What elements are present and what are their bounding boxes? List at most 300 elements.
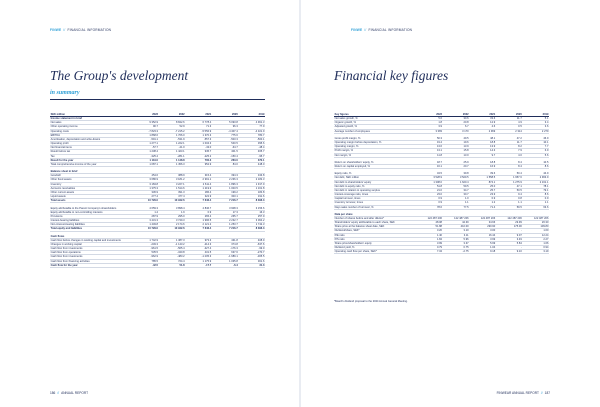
row-value: 874.1 — [469, 180, 496, 184]
row-value: -565.4 — [159, 247, 186, 251]
row-label: Cash flow from investments — [50, 247, 132, 251]
row-value: 724.4 — [159, 259, 186, 263]
row-label: P/S ratio — [334, 237, 416, 241]
row-value: 13.9 — [443, 145, 470, 149]
row-label: Shareholders' equity attributable to each share, SEK — [334, 221, 416, 225]
row-value: -961.5 — [132, 247, 159, 251]
row-value: 2 182.3 — [238, 178, 265, 182]
footer-report-name: FINWEAR ANNUAL REPORT — [496, 391, 539, 395]
row-label: Accounts receivables — [50, 186, 132, 190]
row-value: 431.8 — [212, 238, 239, 242]
page-footer — [497, 391, 550, 395]
row-value: 71.4 — [469, 205, 496, 209]
row-value: 2 174.6 — [159, 223, 186, 227]
page-footer — [50, 391, 88, 395]
row-value: 1 514.6 — [159, 186, 186, 190]
row-value: 3.49 — [496, 237, 523, 241]
row-value: 2 991.1 — [185, 178, 212, 182]
row-value: 1 375.3 — [132, 186, 159, 190]
row-label: Equity attributable to the Parent Company's shareholders — [50, 207, 132, 211]
row-label: Interest-bearing liabilities — [50, 219, 132, 223]
row-value: -557.3 — [185, 137, 212, 141]
row-value: -64.7 — [212, 146, 239, 150]
row-value: -1 143.2 — [159, 242, 186, 246]
column-header-label: Key figures — [334, 113, 416, 117]
row-value: 8.6 — [522, 193, 549, 197]
row-value: 1 896.3 — [212, 182, 239, 186]
row-value: 25.0 — [469, 184, 496, 188]
row-value: 77.5 — [443, 205, 470, 209]
row-value: 1.1 — [443, 201, 470, 205]
row-value: -531.9 — [159, 137, 186, 141]
row-label: EBITDA — [50, 133, 132, 137]
column-header-year: 2023 — [132, 113, 159, 117]
row-value: 8.6 — [522, 165, 549, 169]
row-value: 257.9 — [238, 214, 265, 218]
table-row — [334, 205, 549, 209]
row-value: -95.7 — [238, 154, 265, 158]
row-value: 122 487 206 — [443, 217, 470, 221]
row-label: Inventory — [50, 182, 132, 186]
row-value: 315.4 — [185, 174, 212, 178]
table-row — [50, 238, 265, 242]
row-value: 13.9 — [469, 145, 496, 149]
row-value: 1 034.3 — [185, 142, 212, 146]
row-value: -327.4 — [185, 247, 212, 251]
row-value: 44.39 — [443, 221, 470, 225]
row-value: 12.24 — [522, 233, 549, 237]
row-value: 11.7 — [496, 117, 523, 121]
row-value: 1 219.9 — [185, 186, 212, 190]
row-value: 25.7 — [469, 188, 496, 192]
row-value: 1.9 — [159, 210, 186, 214]
row-value: 3.19 — [522, 250, 549, 254]
running-header-section: FINANCIAL INFORMATION — [67, 28, 112, 32]
row-label: Cash flow for the year — [50, 263, 132, 267]
footnote: *Board's dividend proposal to the 2024 Annual General Meeting. — [334, 300, 408, 303]
row-value: 19.4 — [416, 141, 443, 145]
row-value: 0.79 — [416, 246, 443, 250]
row-value: 0.9 — [416, 201, 443, 205]
table-row — [334, 217, 549, 221]
row-value: 9.7 — [469, 153, 496, 157]
row-label: Cash flows — [50, 235, 132, 239]
table-row — [50, 207, 265, 211]
row-value: 431.5 — [185, 251, 212, 255]
row-value: -42.5 — [132, 263, 159, 267]
row-value: 6 778.4 — [185, 121, 212, 125]
table-row — [50, 210, 265, 214]
row-label: Changes in working capital — [50, 242, 132, 246]
row-value: 9.10 — [496, 250, 523, 254]
footer-separator: // — [57, 391, 60, 395]
table-row — [334, 180, 549, 184]
row-value: -4 407.4 — [212, 129, 239, 133]
row-label: Cash flow from financing activities — [50, 259, 132, 263]
row-label: Number of shares before and after dilution* — [334, 217, 416, 221]
row-value: 0.9 — [469, 197, 496, 201]
row-value: 1 277.1 — [132, 142, 159, 146]
row-value: 3 184.8 — [132, 182, 159, 186]
row-value: 3 156.6 — [238, 207, 265, 211]
row-value: 25.9 — [443, 161, 470, 165]
row-value: 2.27 — [522, 237, 549, 241]
column-header-label: SEK million — [50, 113, 132, 117]
row-value: 184.8 — [238, 190, 265, 194]
row-value: -214.3 — [185, 242, 212, 246]
row-value: 1.66 — [522, 241, 549, 245]
row-label: Amortisation, depreciation and write-downs — [50, 137, 132, 141]
row-value: 4.9 — [496, 121, 523, 125]
row-label: Other fixed assets — [50, 178, 132, 182]
title-rule — [50, 99, 265, 100]
row-label: Other operating income — [50, 125, 132, 129]
row-value: 10.1 — [522, 141, 549, 145]
row-value: 1 558.5 — [469, 176, 496, 180]
row-value: 1.0 — [443, 197, 470, 201]
row-value: 14.3 — [469, 149, 496, 153]
row-value: 3.9 — [416, 125, 443, 129]
row-value: 2 963.9 — [522, 176, 549, 180]
row-value: -637.6 — [238, 242, 265, 246]
row-value: 3 749.3 — [159, 219, 186, 223]
row-value: 1 996.5 — [185, 219, 212, 223]
row-value: 780.7 — [238, 133, 265, 137]
row-label: Return on shareholders' equity, % — [334, 161, 416, 165]
row-value: 20.8 — [443, 121, 470, 125]
row-value: -99.9 — [238, 247, 265, 251]
row-value: 2 121.2 — [185, 223, 212, 227]
row-label: Equity ratio, % — [334, 172, 416, 176]
row-value: 10 942.6 — [159, 227, 186, 231]
row-value: 1 003.5 — [212, 186, 239, 190]
row-value: 16.1 — [416, 165, 443, 169]
row-value: 78.1 — [522, 184, 549, 188]
row-value: 8 396.3 — [238, 199, 265, 203]
row-value: 186.4 — [185, 190, 212, 194]
row-value: 1 742.3 — [238, 223, 265, 227]
row-value: 0.94 — [522, 246, 549, 250]
row-value: 122 487 206 — [416, 217, 443, 221]
row-value: 1.1 — [496, 201, 523, 205]
table-row — [334, 129, 549, 133]
row-value: 785.5 — [132, 259, 159, 263]
row-value: -7 215.2 — [159, 129, 186, 133]
row-value: 301.6 — [238, 259, 265, 263]
row-value: 3.37 — [443, 241, 470, 245]
row-label: Total assets — [50, 199, 132, 203]
row-value: 29.99 — [496, 221, 523, 225]
row-value: 3 898.4 — [159, 207, 186, 211]
row-value: 50.5 — [496, 188, 523, 192]
table-row — [50, 223, 265, 227]
running-header-separator: // — [63, 28, 66, 32]
row-value: 90.7 — [132, 125, 159, 129]
row-value: 15.8 — [443, 149, 470, 153]
row-value: 1 161.8 — [238, 186, 265, 190]
table-row — [50, 162, 265, 166]
row-value: 2 611.4 — [185, 182, 212, 186]
row-value: 1 620.4 — [443, 180, 470, 184]
row-value: 78.6 — [416, 205, 443, 209]
row-value: -6.4 — [212, 263, 239, 267]
row-value: 336.9 — [132, 190, 159, 194]
row-value: 10 942.6 — [159, 199, 186, 203]
row-value: 3 686.9 — [132, 178, 159, 182]
row-value: 20.7 — [443, 165, 470, 169]
row-label: Operating costs — [50, 129, 132, 133]
row-value: 322.9 — [185, 195, 212, 199]
row-value: 465.7 — [238, 150, 265, 154]
column-header-year: 2019 — [238, 113, 265, 117]
row-value: 3.10 — [443, 229, 470, 233]
table-row — [50, 263, 265, 267]
row-value: 39.8 — [443, 172, 470, 176]
table-row — [50, 247, 265, 251]
row-value: 11.8 — [416, 153, 443, 157]
row-value: 3 064.2 — [238, 219, 265, 223]
row-value: 11.7 — [496, 141, 523, 145]
row-value: 7.9 — [496, 149, 523, 153]
row-value: 1 148.8 — [159, 158, 186, 162]
row-value: 51.88 — [416, 225, 443, 229]
row-label: Dividend yield, % — [334, 246, 416, 250]
row-value: 700.3 — [185, 158, 212, 162]
table-row — [334, 225, 549, 229]
column-header-year: 2019 — [522, 113, 549, 117]
row-value: 3.00 — [469, 229, 496, 233]
footer-report-name: ANNUAL REPORT — [61, 391, 89, 395]
row-value: 5.6 — [416, 117, 443, 121]
row-value: 1 175.9 — [185, 259, 212, 263]
row-value: -270.7 — [238, 251, 265, 255]
row-value: 1 222.1 — [159, 142, 186, 146]
row-label: Return on capital employed, % — [334, 165, 416, 169]
row-value: 46.9 — [522, 137, 549, 141]
row-value: 16.44 — [469, 233, 496, 237]
row-value: 19.6 — [443, 141, 470, 145]
footer-separator: // — [540, 391, 543, 395]
row-value: 18.8 — [469, 141, 496, 145]
row-value: 0.8 — [496, 197, 523, 201]
row-value: -325.4 — [132, 154, 159, 158]
row-value: 1.40 — [416, 233, 443, 237]
row-value: 10.5 — [522, 161, 549, 165]
row-value: 2 161.1 — [522, 180, 549, 184]
row-value: 401.5 — [212, 150, 239, 154]
row-value: 295.0 — [159, 214, 186, 218]
row-value: 1 957.6 — [496, 176, 523, 180]
row-value: 175.00 — [496, 225, 523, 229]
row-value: 12.9 — [469, 121, 496, 125]
row-value: -7 823.3 — [132, 129, 159, 133]
row-value: 96.3 — [212, 125, 239, 129]
table-row — [334, 141, 549, 145]
row-value: 59.5 — [443, 184, 470, 188]
row-value: 1 742.9 — [132, 238, 159, 242]
row-value: -249.3 — [132, 242, 159, 246]
column-header-year: 2021 — [469, 113, 496, 117]
row-value: 48.1 — [469, 137, 496, 141]
row-value: 39.6 — [469, 172, 496, 176]
row-value: 3 431.3 — [132, 219, 159, 223]
row-value: 4.6 — [469, 125, 496, 129]
row-value: 3 529.5 — [443, 176, 470, 180]
row-label: Net financial items — [50, 146, 132, 150]
row-value: 540.5 — [212, 142, 239, 146]
row-value: 303.1 — [212, 195, 239, 199]
row-value: 7 646.4 — [185, 227, 212, 231]
row-value: 4 659.3 — [132, 207, 159, 211]
row-value: 191.6 — [238, 195, 265, 199]
row-value: -176.3 — [212, 247, 239, 251]
row-value: -225.2 — [185, 154, 212, 158]
row-value: 2 314 — [496, 129, 523, 133]
column-header-year: 2020 — [496, 113, 523, 117]
row-value: 775.6 — [212, 133, 239, 137]
row-value: -483.2 — [159, 255, 186, 259]
row-value: 77.9 — [238, 125, 265, 129]
row-value: 1 917.9 — [238, 182, 265, 186]
row-value: 343.8 — [238, 174, 265, 178]
page-number: 187 — [544, 391, 550, 395]
row-value: 2 279 — [522, 129, 549, 133]
row-value: -1 205.3 — [185, 255, 212, 259]
row-label: Total equity and liabilities — [50, 227, 132, 231]
row-value: 21.0 — [416, 188, 443, 192]
row-label: P/E ratio — [334, 233, 416, 237]
row-value: 84.0 — [212, 162, 239, 166]
row-label: Liquid assets — [50, 195, 132, 199]
row-value: 277.4 — [132, 195, 159, 199]
row-value: 2 232.7 — [212, 219, 239, 223]
row-value: 17.3 — [212, 210, 239, 214]
row-label: Operating margin, % — [334, 145, 416, 149]
row-value: -48.4 — [238, 146, 265, 150]
row-value: 7.34 — [416, 250, 443, 254]
row-value: 3.99 — [416, 241, 443, 245]
running-header — [50, 28, 111, 32]
row-value: 408.9 — [238, 238, 265, 242]
group-development-table — [50, 113, 265, 268]
row-value: 1.2 — [469, 201, 496, 205]
row-label: Net debt in relation to operating surplus — [334, 188, 416, 192]
row-value: 9 352.9 — [132, 121, 159, 125]
row-value: 13.0 — [443, 153, 470, 157]
row-value: 23.9 — [469, 193, 496, 197]
row-value: 43.5 — [416, 172, 443, 176]
row-label: Cash flow before changes in working capital and investments — [50, 238, 132, 242]
row-value: 4 961.3 — [238, 121, 265, 125]
row-label: Result for the year — [50, 158, 132, 162]
left-page — [0, 0, 299, 407]
row-value: 1 253.7 — [212, 223, 239, 227]
row-label: Organic growth, % — [334, 121, 416, 125]
row-value: -500.1 — [238, 137, 265, 141]
row-value: 30.7 — [443, 193, 470, 197]
row-value: 3.6 — [522, 125, 549, 129]
row-value: -503.3 — [212, 137, 239, 141]
row-value: 0.9 — [522, 197, 549, 201]
row-label: Inventory turnover, times — [334, 201, 416, 205]
row-value: 1 868.6 — [132, 133, 159, 137]
column-header-year: 2022 — [159, 113, 186, 117]
row-label: Days sales number of turnover, % — [334, 205, 416, 209]
row-value: 1 238.4 — [132, 150, 159, 154]
row-value: 0.75 — [443, 246, 470, 250]
row-value: 1 087.1 — [132, 162, 159, 166]
row-value: 1 119.0 — [132, 158, 159, 162]
row-value: 2 236.3 — [212, 178, 239, 182]
row-value: 51.8 — [159, 263, 186, 267]
row-label: Gross profit margin, % — [334, 137, 416, 141]
row-label: Net sales growth, % — [334, 117, 416, 121]
right-page — [301, 0, 600, 407]
row-value: 44.9 — [522, 172, 549, 176]
row-value: 1.1 — [522, 201, 549, 205]
row-label: Net debt to shareholders' equity — [334, 180, 416, 184]
row-value: 79.1 — [522, 188, 549, 192]
row-label: Cash flow from investments — [50, 255, 132, 259]
row-value: 5.1 — [522, 117, 549, 121]
column-header-year: 2023 — [416, 113, 443, 117]
row-value: 4 846.7 — [185, 207, 212, 211]
row-value: 5.6 — [522, 153, 549, 157]
row-value: 3 227.1 — [159, 182, 186, 186]
row-label: Net sales — [50, 121, 132, 125]
row-label: Other current assets — [50, 190, 132, 194]
row-label: Net debt to equity ratio, % — [334, 184, 416, 188]
row-value: 5.99 — [469, 241, 496, 245]
row-value: -1 689.1 — [212, 255, 239, 259]
table-row — [334, 188, 549, 192]
row-value: -41.0 — [159, 146, 186, 150]
row-value: 395.6 — [238, 142, 265, 146]
row-value: 34.66 — [469, 221, 496, 225]
row-value: 448.0 — [238, 162, 265, 166]
table-row — [334, 250, 549, 254]
row-value: - — [496, 246, 523, 250]
row-value: 1 456.3 — [159, 162, 186, 166]
row-value: 287.9 — [132, 214, 159, 218]
row-value: 23.0 — [416, 193, 443, 197]
row-value: 1.4 — [132, 210, 159, 214]
row-label: Operating cash flow per share, SEK* — [334, 250, 416, 254]
row-value: 33.6 — [469, 117, 496, 121]
row-label: Interest-coverage ratio, times — [334, 193, 416, 197]
row-value: 18.7 — [416, 161, 443, 165]
row-label: Non-interest-bearing liabilities — [50, 223, 132, 227]
row-value: 16.9 — [469, 165, 496, 169]
row-value: 263.0 — [212, 158, 239, 162]
row-value: 7 216.7 — [212, 199, 239, 203]
row-value: 16.3 — [238, 210, 265, 214]
row-value: 9.18 — [469, 250, 496, 254]
row-value: 374.8 — [212, 242, 239, 246]
row-value: -591.1 — [132, 137, 159, 141]
row-value: -43.0 — [185, 146, 212, 150]
running-header-brand: FINWE — [351, 28, 363, 32]
row-value: 477.4 — [159, 195, 186, 199]
row-value: 47.2 — [496, 137, 523, 141]
row-value: 5 093.8 — [212, 121, 239, 125]
row-value: 13.6 — [416, 145, 443, 149]
row-label: Adjusted growth, % — [334, 125, 416, 129]
row-value: 5.84 — [496, 241, 523, 245]
row-value: 1 766.0 — [159, 133, 186, 137]
row-value: 265.4 — [185, 214, 212, 218]
row-value: 535.5 — [132, 251, 159, 255]
